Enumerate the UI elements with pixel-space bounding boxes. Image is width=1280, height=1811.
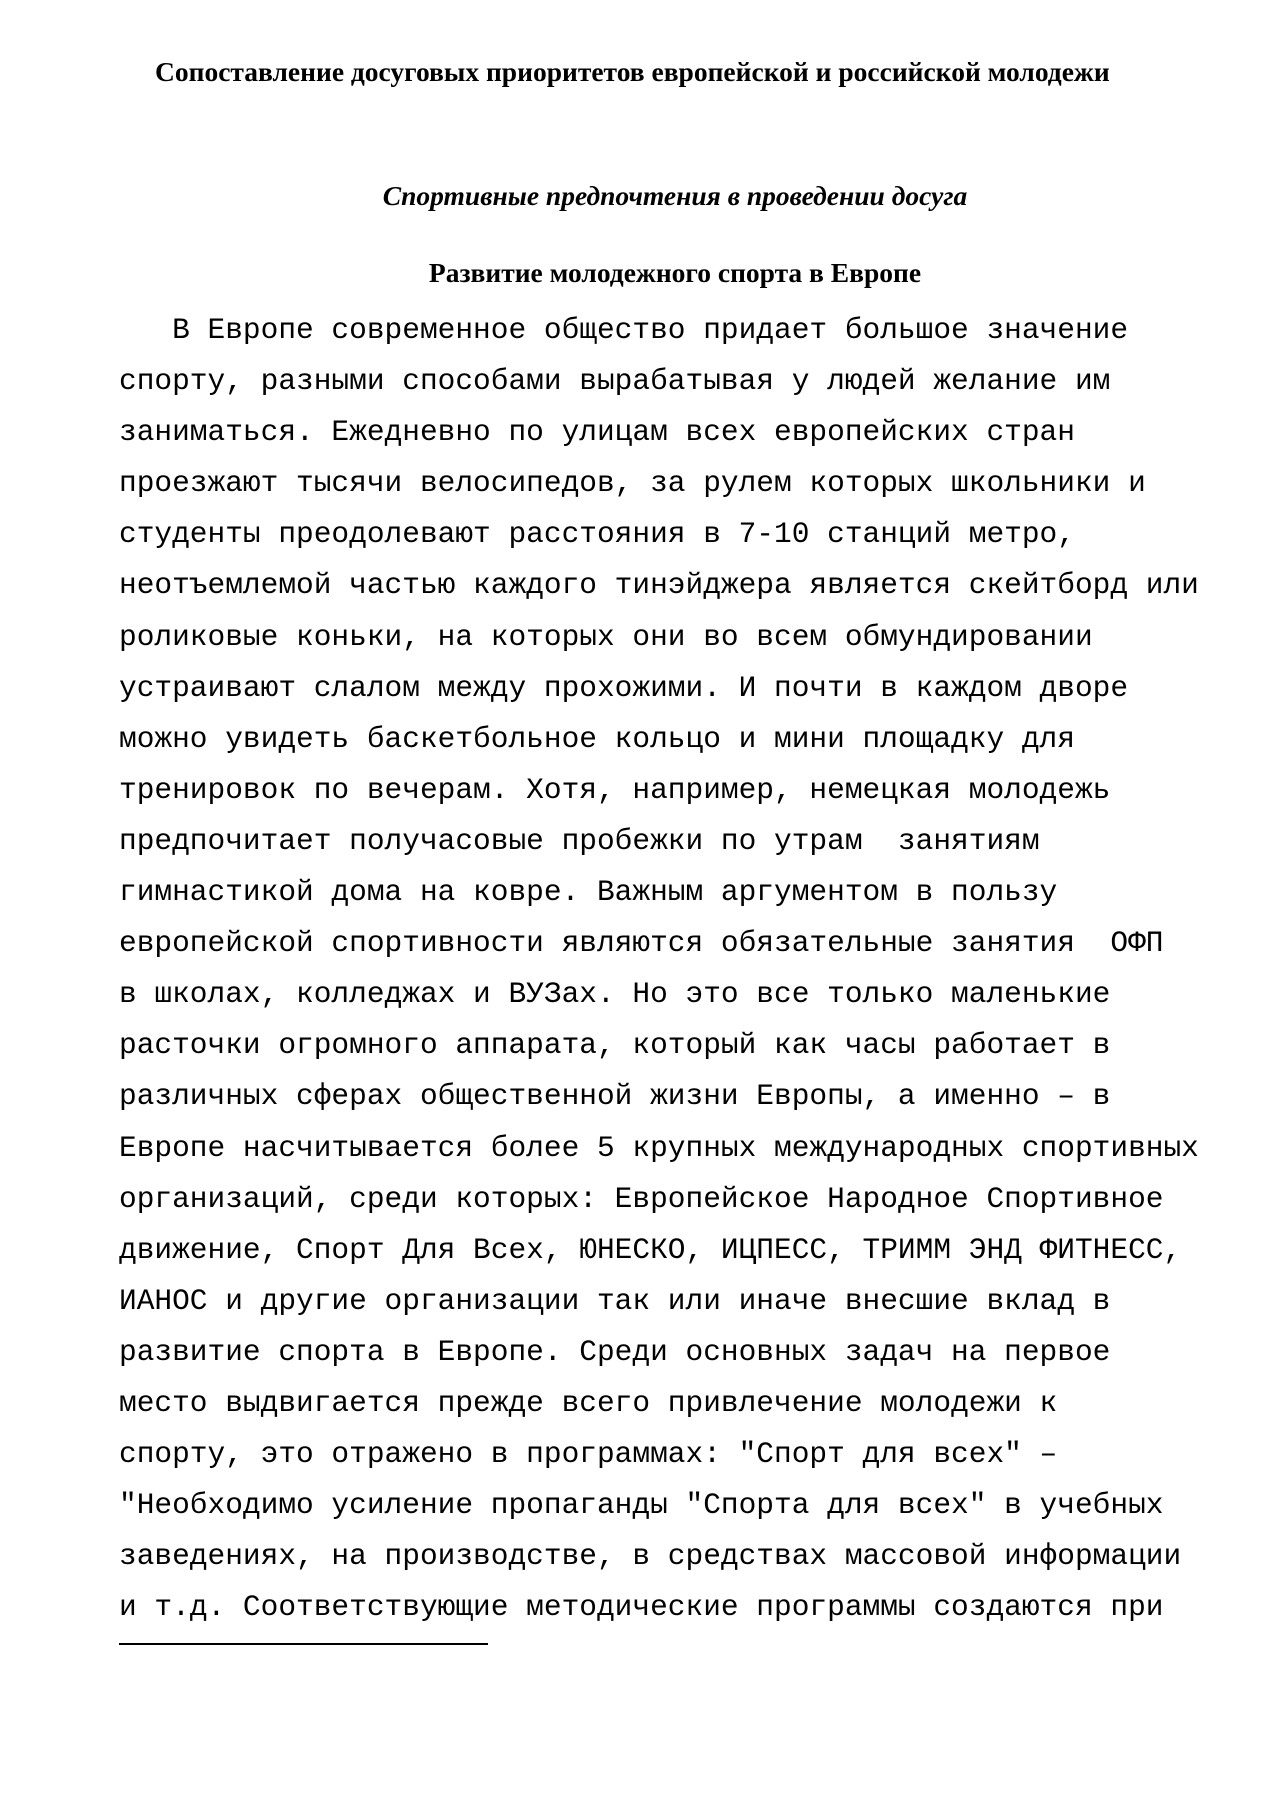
body-line: Европе насчитывается более 5 крупных международных спортивных	[119, 1130, 1199, 1165]
body-line: развитие спорта в Европе. Среди основных задач на первое	[119, 1334, 1111, 1369]
body-line: различных сферах общественной жизни Европы, а именно – в	[119, 1079, 1111, 1114]
body-line: устраивают слалом между прохожими. И почти в каждом дворе	[119, 670, 1129, 705]
body-line: организаций, среди которых: Европейское Народное Спортивное	[119, 1181, 1164, 1216]
body-line: роликовые коньки, на которых они во всем обмундировании	[119, 619, 1093, 654]
body-line: можно увидеть баскетбольное кольцо и мини площадку для	[119, 721, 1075, 756]
body-line: движение, Спорт Для Всех, ЮНЕСКО, ИЦПЕСС, ТРИММ ЭНД ФИТНЕСС,	[119, 1232, 1182, 1267]
section-heading: Спортивные предпочтения в проведении досуга	[382, 180, 968, 211]
document-title: Сопоставление досуговых приоритетов европейской и российской молодежи	[155, 56, 1110, 87]
body-line: В Европе современное общество придает большое значение	[119, 313, 1129, 347]
body-line: и т.д. Соответствующие методические программы создаются при	[119, 1590, 1164, 1625]
body-line: место выдвигается прежде всего привлечение молодежи к	[119, 1385, 1058, 1420]
body-line: проезжают тысячи велосипедов, за рулем которых школьники и	[119, 466, 1146, 501]
body-line: "Необходимо усиление пропаганды "Спорта для всех" в учебных	[119, 1488, 1164, 1523]
subsection-heading: Развитие молодежного спорта в Европе	[428, 257, 922, 288]
body-line: заведениях, на производстве, в средствах массовой информации	[119, 1539, 1182, 1574]
body-line: спорту, это отражено в программах: "Спорт для всех" –	[119, 1437, 1058, 1472]
body-line: гимнастикой дома на ковре. Важным аргументом в пользу	[119, 875, 1058, 910]
body-line: в школах, колледжах и ВУЗах. Но это все только маленькие	[119, 977, 1111, 1012]
body-line: предпочитает получасовые пробежки по утрам занятиям	[119, 823, 1040, 858]
body-line: студенты преодолевают расстояния в 7-10 станций метро,	[119, 517, 1075, 552]
body-line: неотъемлемой частью каждого тинэйджера является скейтборд или	[119, 568, 1199, 603]
body-paragraph	[119, 305, 1259, 1633]
body-line: расточки огромного аппарата, который как часы работает в	[119, 1028, 1111, 1063]
body-line: спорту, разными способами вырабатывая у людей желание им	[119, 364, 1111, 399]
footnote-separator	[119, 1643, 488, 1645]
body-line: тренировок по вечерам. Хотя, например, немецкая молодежь	[119, 772, 1111, 807]
body-line: европейской спортивности являются обязательные занятия ОФП	[119, 926, 1164, 961]
body-line: заниматься. Ежедневно по улицам всех европейских стран	[119, 415, 1075, 450]
body-line: ИАНОС и другие организации так или иначе внесшие вклад в	[119, 1283, 1111, 1318]
